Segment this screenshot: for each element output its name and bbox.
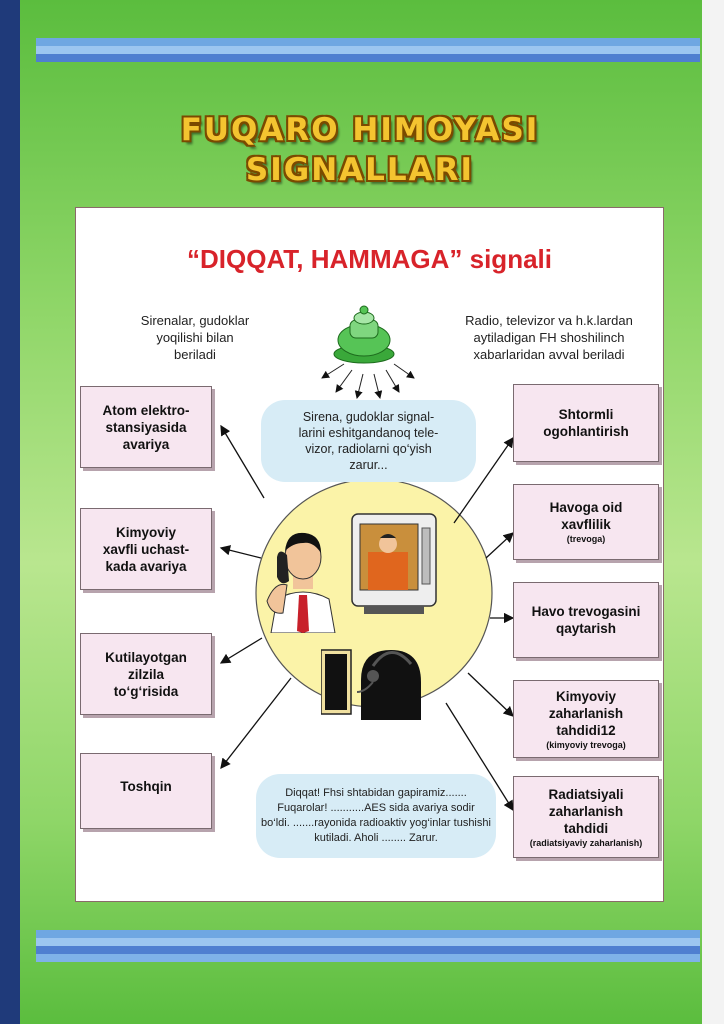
left-box-earthquake: [80, 633, 212, 715]
right-note-line: xabarlaridan avval beriladi: [473, 347, 625, 362]
bubble-line: Sirena, gudoklar signal-: [302, 410, 435, 424]
box-line: xavflilik: [561, 517, 611, 532]
box-line: to‘g‘risida: [113, 683, 179, 699]
top-speech-bubble: [261, 400, 476, 482]
box-line: Kimyoviy: [115, 524, 177, 540]
right-note: [444, 312, 654, 363]
box-line: Kimyoviy: [555, 688, 617, 704]
siren-icon: [329, 300, 399, 370]
left-note-line: beriladi: [174, 347, 216, 362]
left-box-flood: [80, 753, 212, 829]
right-box-air-raid-cancel: [513, 582, 659, 658]
bubble-line: zarur...: [349, 458, 388, 472]
bottom-speech-bubble: [256, 774, 496, 858]
box-subtitle: (radiatsiyaviy zaharlanish): [529, 837, 643, 848]
right-box-air-danger: [513, 484, 659, 560]
box-line: stansiyasida: [105, 419, 187, 435]
box-line: kada avariya: [105, 558, 187, 574]
left-box-chemical-accident: [80, 508, 212, 590]
box-line: Havoga oid: [549, 500, 623, 515]
box-line: Toshqin: [120, 779, 172, 794]
box-line: zilzila: [127, 666, 164, 682]
left-box-nuclear-accident: [80, 386, 212, 468]
television-icon: [350, 508, 438, 618]
bubble-line: bo‘ldi. .......rayonida radioaktiv yog‘inlar tushishi: [261, 817, 491, 829]
radio-operator-icon: [321, 640, 431, 720]
box-line: tahdidi: [563, 820, 609, 836]
left-note: [120, 312, 270, 363]
right-box-storm-warning: [513, 384, 659, 462]
signal-panel: [75, 207, 664, 902]
box-line: Atom elektro-: [102, 402, 190, 418]
box-line: Kutilayotgan: [105, 649, 187, 665]
man-on-phone-icon: [263, 521, 343, 633]
right-note-line: Radio, televizor va h.k.lardan: [465, 313, 633, 328]
box-subtitle: (kimyoviy trevoga): [546, 739, 626, 750]
box-line: zaharlanish: [548, 803, 624, 819]
right-box-chemical-threat: [513, 680, 659, 758]
bubble-line: Fuqarolar! ...........AES sida avariya sodir: [277, 802, 475, 814]
box-line: Radiatsiyali: [548, 786, 624, 802]
header-title-line2: SIGNALLARI: [245, 152, 475, 188]
right-box-radiation-threat: [513, 776, 659, 858]
bubble-line: larini eshitgandanoq tele-: [298, 426, 439, 440]
bubble-line: vizor, radiolarni qo‘yish: [305, 442, 432, 456]
box-line: qaytarish: [555, 621, 617, 636]
book-spine: [0, 0, 20, 1024]
box-line: xavfli uchast-: [102, 541, 190, 557]
page-edge: [702, 0, 724, 1024]
box-line: Havo trevogasini: [531, 604, 641, 619]
left-note-line: yoqilishi bilan: [156, 330, 234, 345]
signal-title: “DIQQAT, HAMMAGA” signali: [187, 244, 552, 274]
bubble-line: kutiladi. Aholi ........ Zarur.: [314, 832, 438, 844]
top-stripes: [36, 38, 700, 62]
box-line: Shtormli: [558, 407, 614, 422]
left-note-line: Sirenalar, gudoklar: [140, 313, 250, 328]
box-line: ogohlantirish: [543, 424, 629, 439]
bubble-line: Diqqat! Fhsi shtabidan gapiramiz.......: [285, 787, 467, 799]
box-line: zaharlanish: [548, 705, 624, 721]
bottom-stripes: [36, 930, 700, 962]
box-line: avariya: [122, 436, 170, 452]
header-title-line1: FUQARO HIMOYASI: [180, 112, 540, 148]
box-subtitle: (trevoga): [566, 534, 606, 544]
box-line: tahdidi12: [556, 722, 616, 738]
right-note-line: aytiladigan FH shoshilinch: [473, 330, 625, 345]
